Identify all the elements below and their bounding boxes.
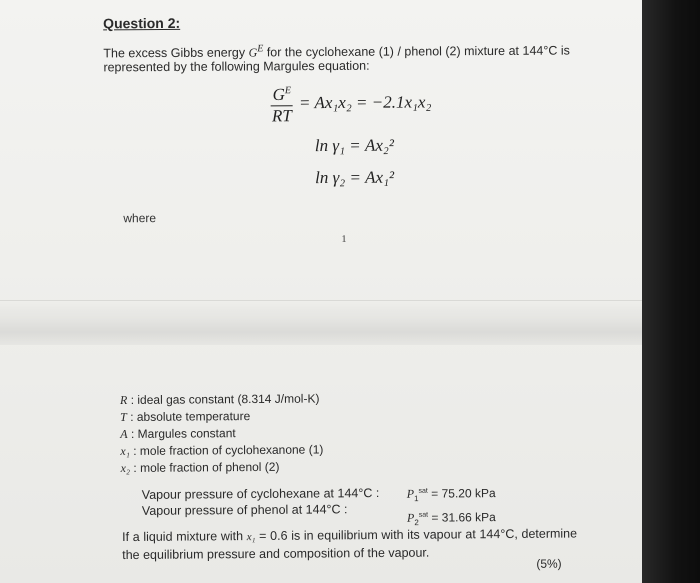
definition-row: T : absolute temperature <box>120 409 251 425</box>
ge-symbol: $G^E$ <box>248 43 264 60</box>
fraction-numerator: $G^E$ <box>271 81 294 106</box>
p1-sat-value: $P_1^{sat} = 75.20$ kPa <box>406 486 496 504</box>
definition-row: x₂ : mole fraction of phenol (2) <box>120 459 280 476</box>
vapour-pressure-label-1: Vapour pressure of cyclohexane at 144°C : <box>141 486 380 502</box>
task-statement: If a liquid mixture with x₁ = 0.6 is in equilibrium with its vapour at 144°C, determine the equilibrium pressure and composition of the vapour. <box>122 526 578 563</box>
vapour-pressure-labels <box>142 485 380 519</box>
ln-gamma2-equation: ln γ₂ = Ax₁² <box>315 167 395 188</box>
question-heading: Question 2: <box>103 14 181 32</box>
fraction-denominator: RT <box>271 105 292 125</box>
margules-rhs: = Ax₁x₂ = −2.1x₁x₂ <box>298 92 432 113</box>
definition-row: A : Margules constant <box>120 426 236 442</box>
x1-symbol: x₁ <box>246 530 256 544</box>
definition-row: R : ideal gas constant (8.314 J/mol-K) <box>119 391 320 408</box>
intro-text-end: for the cyclohexane (1) / phenol (2) mixture at 144°C is represented by the following Margules equation: <box>103 43 570 75</box>
vapour-pressure-values <box>407 482 496 531</box>
page-number: 1 <box>341 233 347 245</box>
symbol-definitions <box>120 390 324 477</box>
p2-sat-value: $P_2^{sat} = 31.66$ kPa <box>406 510 496 528</box>
vapour-pressure-label-2: Vapour pressure of phenol at 144°C : <box>141 502 348 518</box>
ln-gamma1-equation: ln γ₁ = Ax₂² <box>314 135 394 156</box>
where-label: where <box>123 211 157 226</box>
definition-row: x₁ : mole fraction of cyclohexanone (1) <box>120 442 324 459</box>
photo-background-edge <box>640 0 700 583</box>
intro-text-start: The excess Gibbs energy <box>103 45 249 61</box>
marks-label: (5%) <box>536 556 562 571</box>
